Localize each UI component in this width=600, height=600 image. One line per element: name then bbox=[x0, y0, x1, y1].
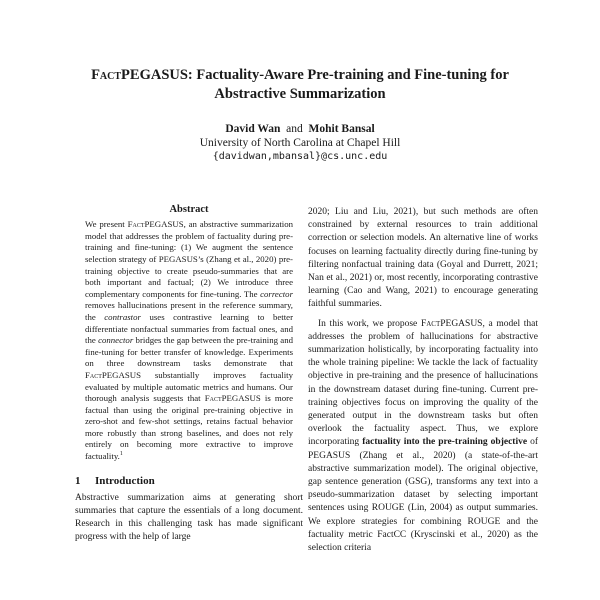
section-number: 1 bbox=[75, 474, 81, 487]
abstract-body bbox=[75, 219, 303, 462]
affiliation: University of North Carolina at Chapel Hill bbox=[199, 137, 401, 149]
author-and: and bbox=[286, 123, 303, 135]
intro-paragraph: Abstractive summarization aims at generating short summaries that capture the essentials of a long document. Research in this challenging task has made significant progress with the help of large bbox=[75, 492, 303, 543]
abstract-heading: Abstract bbox=[169, 204, 209, 215]
section-heading-introduction bbox=[75, 475, 303, 488]
title-line-1: PEGASUS: Factuality-Aware Pre-training and Fine-tuning for bbox=[121, 67, 509, 83]
footnote-mark[interactable]: 1 bbox=[119, 451, 123, 458]
title-line-2: Abstractive Summarization bbox=[214, 86, 386, 102]
author-names bbox=[100, 122, 500, 136]
abstract-text: bridges the gap between the pre-training and fine-tuning for better transfer of knowledge. Experiments on three downstream tasks demonstrate that bbox=[85, 335, 293, 369]
paper-title bbox=[40, 66, 560, 104]
abstract-fact-smallcaps: Fact bbox=[204, 393, 222, 404]
term-connector: connector bbox=[98, 335, 134, 346]
abstract-text: removes hallucinations present in the reference summary, the bbox=[85, 300, 293, 322]
title-fact-smallcaps: Fact bbox=[91, 67, 122, 83]
author-1: David Wan bbox=[225, 123, 281, 135]
left-column bbox=[75, 203, 303, 545]
author-2: Mohit Bansal bbox=[308, 123, 375, 135]
body-text: PEGASUS, a model that addresses the problem of hallucinations for abstractive summarization holistically, by incorporating factuality into the whole training pipeline: We tackle the lack of factuality objective in pre-training and the presence of hallucinations in the downstream dataset during fine-tuning. Current pre-training objectives focus on improving the quality of the generated output in the downstream tasks but often overlook the factuality aspect. Thus, we explore incorporating bbox=[308, 318, 538, 448]
abstract-text: uses contrastive learning to better differentiate nonfactual summaries from factual ones, and the bbox=[85, 311, 293, 346]
abstract-text: We present bbox=[85, 219, 128, 230]
abstract-text: PEGASUS substantially improves factuality evaluated by multiple automatic metrics and humans. Our thorough analysis suggests that bbox=[85, 369, 293, 404]
right-column bbox=[308, 206, 538, 555]
bold-phrase: factuality into the pre-training objective bbox=[362, 437, 528, 448]
abstract-fact-smallcaps: Fact bbox=[85, 369, 102, 380]
right-paragraph-1: 2020; Liu and Liu, 2021), but such methods are often constrained by external resources to train additional correction or selection models. An alternative line of works focuses on learning factuality directly during fine-tuning by filtering nonfactual training data (Goyal and Durrett, 2021; Nan et al., 2021) or, most recently, incorporating contrastive learning (Cao and Wang, 2021) to encourage generating faithful summaries. bbox=[308, 207, 538, 310]
abstract-text: PEGASUS is more factual than using the original pre-training objective in zero-shot and few-shot settings, retains factual behavior more robustly than strong baselines, and does not rely entirely on becoming more extractive to improve factuality. bbox=[85, 393, 293, 462]
email: {davidwan,mbansal}@cs.unc.edu bbox=[212, 151, 388, 162]
body-text: of PEGASUS (Zhang et al., 2020) (a state-of-the-art abstractive summarization model). The original objective, gap sentence generation (GSG), transforms any text into a pseudo-summarization dataset by selecting important sentences using ROUGE (Lin, 2004) as output summaries. We explore strategies for combining ROUGE and the factuality metric FactCC (Kryscinski et al., 2020) as the selection criteria bbox=[308, 437, 538, 554]
abstract-paragraph bbox=[85, 219, 293, 462]
right-paragraph-2 bbox=[308, 318, 538, 556]
term-corrector: corrector bbox=[260, 288, 293, 299]
abstract-text: PEGASUS, an abstractive summarization model that addresses the problem of factuality during pre-training and fine-tuning: (1) We augment the sentence selection strategy of PEGASUS’s (Zhang et al., 2020) pre-training objective to create pseudo-summaries that are both important and factual; (2) We introduce three complementary components for fine-tuning. The bbox=[85, 219, 294, 299]
section-title: Introduction bbox=[95, 474, 155, 487]
abstract-fact-smallcaps: Fact bbox=[127, 219, 145, 230]
body-text: In this work, we propose bbox=[318, 318, 421, 329]
term-contrastor: contrastor bbox=[104, 311, 141, 322]
body-fact-smallcaps: Fact bbox=[420, 318, 441, 329]
author-block bbox=[100, 122, 500, 164]
